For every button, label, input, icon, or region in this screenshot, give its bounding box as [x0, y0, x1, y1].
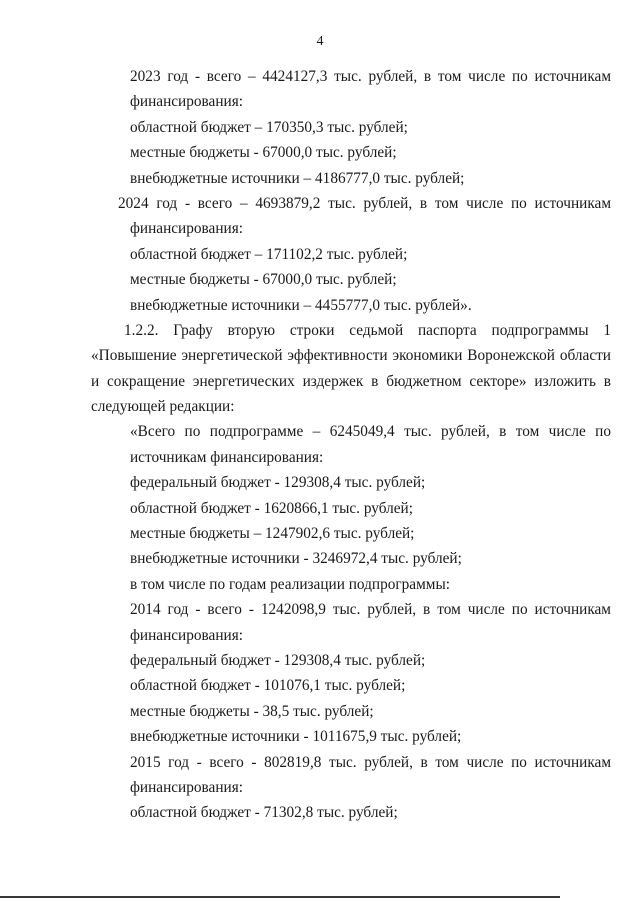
text-line: внебюджетные источники - 3246972,4 тыс. рублей;: [130, 550, 462, 568]
page-number: 4: [316, 34, 324, 49]
text-line: и сокращение энергетических издержек в бюджетном секторе» изложить в: [91, 372, 611, 390]
text-line: внебюджетные источники - 1011675,9 тыс. рублей;: [130, 728, 462, 746]
text-line: финансирования:: [130, 778, 244, 796]
text-line: местные бюджеты - 67000,0 тыс. рублей;: [130, 144, 397, 162]
text-line: областной бюджет - 101076,1 тыс. рублей;: [130, 677, 406, 695]
text-line: следующей редакции:: [91, 398, 235, 416]
text-line: «Всего по подпрограмме – 6245049,4 тыс. рублей, в том числе по: [130, 423, 611, 441]
text-line: местные бюджеты – 1247902,6 тыс. рублей;: [130, 525, 415, 543]
text-line: федеральный бюджет - 129308,4 тыс. рублей;: [130, 474, 426, 492]
text-line: финансирования:: [130, 626, 244, 644]
text-line: областной бюджет - 1620866,1 тыс. рублей;: [130, 499, 413, 517]
scan-edge-line: [0, 896, 560, 898]
text-line: источникам финансирования:: [130, 448, 324, 466]
text-line: в том числе по годам реализации подпрограммы:: [130, 575, 450, 593]
text-line: федеральный бюджет - 129308,4 тыс. рублей;: [130, 651, 426, 669]
text-line: внебюджетные источники – 4186777,0 тыс. рублей;: [130, 169, 465, 187]
text-line: внебюджетные источники – 4455777,0 тыс. рублей».: [130, 296, 472, 314]
text-line: 2015 год - всего - 802819,8 тыс. рублей, в том числе по источникам: [130, 753, 611, 771]
text-line: местные бюджеты - 38,5 тыс. рублей;: [130, 702, 374, 720]
text-line: 1.2.2. Графу вторую строки седьмой паспорта подпрограммы 1: [124, 321, 611, 339]
text-line: местные бюджеты - 67000,0 тыс. рублей;: [130, 271, 397, 289]
text-line: 2023 год - всего – 4424127,3 тыс. рублей, в том числе по источникам: [130, 68, 611, 85]
document-body: [91, 64, 611, 826]
text-line: областной бюджет - 71302,8 тыс. рублей;: [130, 804, 398, 822]
text-line: 2024 год - всего – 4693879,2 тыс. рублей, в том числе по источникам: [118, 194, 611, 212]
text-line: областной бюджет – 171102,2 тыс. рублей;: [130, 245, 408, 263]
text-line: финансирования:: [130, 220, 244, 238]
text-line: 2014 год - всего - 1242098,9 тыс. рублей, в том числе по источникам: [130, 601, 611, 619]
text-line: «Повышение энергетической эффективности экономики Воронежской области: [91, 347, 611, 365]
text-line: финансирования:: [130, 93, 244, 111]
text-line: областной бюджет – 170350,3 тыс. рублей;: [130, 118, 408, 136]
